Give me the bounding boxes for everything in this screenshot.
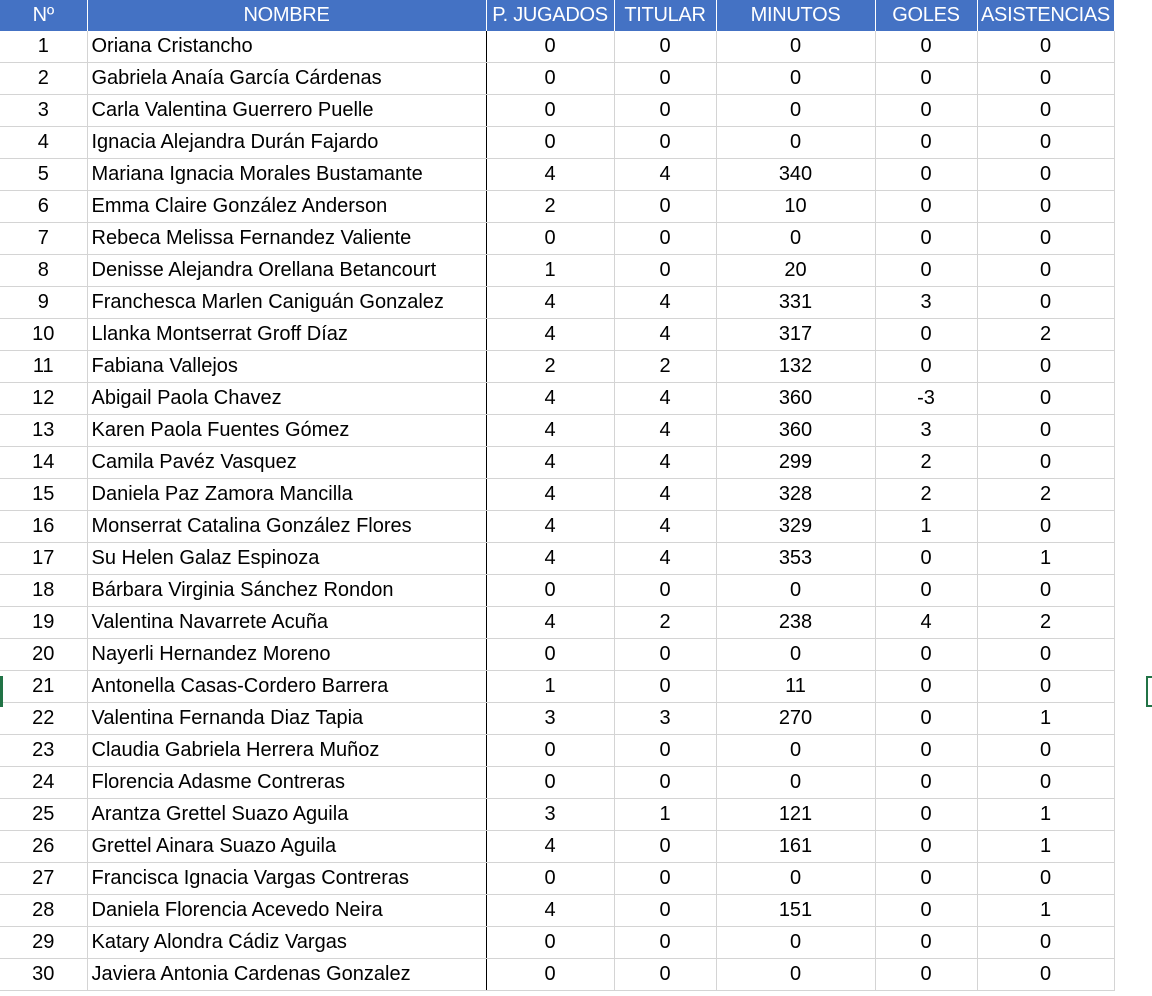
cell-goals[interactable]: 0 <box>875 31 977 63</box>
header-assists[interactable]: ASISTENCIAS <box>977 0 1114 31</box>
table-row <box>0 223 1114 255</box>
cell-goals[interactable]: -3 <box>875 383 977 415</box>
cell-goals[interactable]: 0 <box>875 927 977 959</box>
cell-number[interactable]: 17 <box>0 543 87 575</box>
cell-name[interactable]: Monserrat Catalina González Flores <box>87 511 486 543</box>
cell-number[interactable]: 19 <box>0 607 87 639</box>
cell-number[interactable]: 2 <box>0 63 87 95</box>
table-row <box>0 863 1114 895</box>
cell-minutes[interactable]: 161 <box>716 831 875 863</box>
cell-assists[interactable]: 2 <box>977 479 1114 511</box>
cell-assists[interactable]: 0 <box>977 575 1114 607</box>
cell-starter[interactable]: 4 <box>614 319 716 351</box>
cell-assists[interactable]: 0 <box>977 671 1114 703</box>
cell-starter[interactable]: 0 <box>614 767 716 799</box>
cell-starter[interactable]: 0 <box>614 223 716 255</box>
cell-assists[interactable]: 0 <box>977 863 1114 895</box>
cell-goals[interactable]: 0 <box>875 223 977 255</box>
cell-goals[interactable]: 0 <box>875 639 977 671</box>
cell-name[interactable]: Rebeca Melissa Fernandez Valiente <box>87 223 486 255</box>
cell-name[interactable]: Llanka Montserrat Groff Díaz <box>87 319 486 351</box>
cell-name[interactable]: Francisca Ignacia Vargas Contreras <box>87 863 486 895</box>
cell-number[interactable]: 5 <box>0 159 87 191</box>
cell-name[interactable]: Florencia Adasme Contreras <box>87 767 486 799</box>
cell-minutes[interactable]: 151 <box>716 895 875 927</box>
cell-number[interactable]: 10 <box>0 319 87 351</box>
cell-assists[interactable]: 1 <box>977 543 1114 575</box>
table-row <box>0 31 1114 63</box>
cell-starter[interactable]: 0 <box>614 639 716 671</box>
cell-games-played[interactable]: 1 <box>486 671 614 703</box>
table-row <box>0 511 1114 543</box>
table-row <box>0 735 1114 767</box>
cell-games-played[interactable]: 0 <box>486 959 614 991</box>
header-name[interactable]: NOMBRE <box>87 0 486 31</box>
table-row <box>0 287 1114 319</box>
cell-starter[interactable]: 4 <box>614 479 716 511</box>
cell-number[interactable]: 23 <box>0 735 87 767</box>
cell-minutes[interactable]: 0 <box>716 575 875 607</box>
cell-number[interactable]: 18 <box>0 575 87 607</box>
cell-games-played[interactable]: 4 <box>486 607 614 639</box>
cell-name[interactable]: Camila Pavéz Vasquez <box>87 447 486 479</box>
cell-minutes[interactable]: 340 <box>716 159 875 191</box>
cell-minutes[interactable]: 299 <box>716 447 875 479</box>
cell-games-played[interactable]: 0 <box>486 735 614 767</box>
cell-minutes[interactable]: 0 <box>716 223 875 255</box>
cell-starter[interactable]: 0 <box>614 959 716 991</box>
cell-starter[interactable]: 0 <box>614 127 716 159</box>
cell-goals[interactable]: 3 <box>875 415 977 447</box>
cell-games-played[interactable]: 1 <box>486 255 614 287</box>
cell-games-played[interactable]: 2 <box>486 191 614 223</box>
cell-minutes[interactable]: 0 <box>716 127 875 159</box>
cell-starter[interactable]: 0 <box>614 255 716 287</box>
cell-name[interactable]: Grettel Ainara Suazo Aguila <box>87 831 486 863</box>
cell-name[interactable]: Franchesca Marlen Caniguán Gonzalez <box>87 287 486 319</box>
cell-games-played[interactable]: 4 <box>486 447 614 479</box>
active-cell-indicator <box>0 676 3 707</box>
cell-number[interactable]: 25 <box>0 799 87 831</box>
cell-name[interactable]: Katary Alondra Cádiz Vargas <box>87 927 486 959</box>
cell-name[interactable]: Arantza Grettel Suazo Aguila <box>87 799 486 831</box>
table-row <box>0 575 1114 607</box>
table-row <box>0 479 1114 511</box>
table-row <box>0 351 1114 383</box>
cell-assists[interactable]: 2 <box>977 607 1114 639</box>
cell-goals[interactable]: 2 <box>875 479 977 511</box>
table-row <box>0 191 1114 223</box>
selection-border-edge <box>1146 676 1152 707</box>
cell-minutes[interactable]: 331 <box>716 287 875 319</box>
cell-starter[interactable]: 4 <box>614 383 716 415</box>
table-row <box>0 767 1114 799</box>
cell-number[interactable]: 8 <box>0 255 87 287</box>
cell-minutes[interactable]: 353 <box>716 543 875 575</box>
cell-goals[interactable]: 0 <box>875 831 977 863</box>
cell-starter[interactable]: 2 <box>614 351 716 383</box>
table-row <box>0 447 1114 479</box>
cell-goals[interactable]: 0 <box>875 191 977 223</box>
cell-number[interactable]: 16 <box>0 511 87 543</box>
cell-name[interactable]: Oriana Cristancho <box>87 31 486 63</box>
cell-goals[interactable]: 4 <box>875 607 977 639</box>
table-row <box>0 255 1114 287</box>
table-row <box>0 383 1114 415</box>
cell-games-played[interactable]: 4 <box>486 831 614 863</box>
cell-minutes[interactable]: 238 <box>716 607 875 639</box>
cell-minutes[interactable]: 270 <box>716 703 875 735</box>
cell-goals[interactable]: 0 <box>875 863 977 895</box>
cell-minutes[interactable]: 11 <box>716 671 875 703</box>
cell-assists[interactable]: 0 <box>977 159 1114 191</box>
cell-number[interactable]: 12 <box>0 383 87 415</box>
cell-assists[interactable]: 0 <box>977 351 1114 383</box>
table-row <box>0 543 1114 575</box>
cell-starter[interactable]: 4 <box>614 511 716 543</box>
cell-number[interactable]: 13 <box>0 415 87 447</box>
cell-starter[interactable]: 0 <box>614 575 716 607</box>
table-row <box>0 959 1114 991</box>
cell-number[interactable]: 30 <box>0 959 87 991</box>
table-row <box>0 703 1114 735</box>
cell-assists[interactable]: 0 <box>977 223 1114 255</box>
cell-minutes[interactable]: 0 <box>716 863 875 895</box>
cell-minutes[interactable]: 0 <box>716 959 875 991</box>
header-number[interactable]: Nº <box>0 0 87 31</box>
cell-assists[interactable]: 0 <box>977 639 1114 671</box>
cell-name[interactable]: Claudia Gabriela Herrera Muñoz <box>87 735 486 767</box>
cell-name[interactable]: Bárbara Virginia Sánchez Rondon <box>87 575 486 607</box>
cell-goals[interactable]: 3 <box>875 287 977 319</box>
cell-name[interactable]: Daniela Florencia Acevedo Neira <box>87 895 486 927</box>
cell-minutes[interactable]: 0 <box>716 31 875 63</box>
cell-goals[interactable]: 0 <box>875 127 977 159</box>
cell-starter[interactable]: 1 <box>614 799 716 831</box>
cell-games-played[interactable]: 4 <box>486 415 614 447</box>
cell-goals[interactable]: 0 <box>875 95 977 127</box>
cell-assists[interactable]: 0 <box>977 383 1114 415</box>
cell-games-played[interactable]: 4 <box>486 511 614 543</box>
cell-number[interactable]: 29 <box>0 927 87 959</box>
cell-assists[interactable]: 0 <box>977 255 1114 287</box>
cell-assists[interactable]: 0 <box>977 959 1114 991</box>
cell-number[interactable]: 22 <box>0 703 87 735</box>
cell-games-played[interactable]: 0 <box>486 31 614 63</box>
cell-starter[interactable]: 4 <box>614 543 716 575</box>
cell-starter[interactable]: 2 <box>614 607 716 639</box>
cell-number[interactable]: 3 <box>0 95 87 127</box>
table-row <box>0 639 1114 671</box>
cell-starter[interactable]: 0 <box>614 63 716 95</box>
cell-minutes[interactable]: 0 <box>716 639 875 671</box>
cell-assists[interactable]: 0 <box>977 927 1114 959</box>
cell-name[interactable]: Su Helen Galaz Espinoza <box>87 543 486 575</box>
table-row <box>0 607 1114 639</box>
cell-games-played[interactable]: 0 <box>486 95 614 127</box>
cell-assists[interactable]: 0 <box>977 447 1114 479</box>
cell-number[interactable]: 21 <box>0 671 87 703</box>
cell-starter[interactable]: 4 <box>614 159 716 191</box>
cell-minutes[interactable]: 132 <box>716 351 875 383</box>
cell-goals[interactable]: 0 <box>875 735 977 767</box>
cell-minutes[interactable]: 360 <box>716 415 875 447</box>
cell-name[interactable]: Karen Paola Fuentes Gómez <box>87 415 486 447</box>
header-games-played[interactable]: P. JUGADOS <box>486 0 614 31</box>
table-row <box>0 159 1114 191</box>
cell-games-played[interactable]: 0 <box>486 223 614 255</box>
cell-name[interactable]: Denisse Alejandra Orellana Betancourt <box>87 255 486 287</box>
cell-minutes[interactable]: 0 <box>716 927 875 959</box>
cell-goals[interactable]: 0 <box>875 159 977 191</box>
cell-games-played[interactable]: 4 <box>486 895 614 927</box>
cell-number[interactable]: 15 <box>0 479 87 511</box>
cell-starter[interactable]: 4 <box>614 447 716 479</box>
cell-assists[interactable]: 0 <box>977 191 1114 223</box>
cell-minutes[interactable]: 121 <box>716 799 875 831</box>
cell-number[interactable]: 28 <box>0 895 87 927</box>
cell-assists[interactable]: 0 <box>977 511 1114 543</box>
table-row <box>0 927 1114 959</box>
cell-number[interactable]: 11 <box>0 351 87 383</box>
cell-minutes[interactable]: 0 <box>716 63 875 95</box>
cell-assists[interactable]: 2 <box>977 319 1114 351</box>
cell-assists[interactable]: 1 <box>977 895 1114 927</box>
cell-assists[interactable]: 1 <box>977 703 1114 735</box>
cell-starter[interactable]: 4 <box>614 287 716 319</box>
cell-starter[interactable]: 4 <box>614 415 716 447</box>
cell-starter[interactable]: 3 <box>614 703 716 735</box>
header-goals[interactable]: GOLES <box>875 0 977 31</box>
cell-games-played[interactable]: 4 <box>486 479 614 511</box>
table-row <box>0 831 1114 863</box>
table-row <box>0 127 1114 159</box>
cell-name[interactable]: Valentina Fernanda Diaz Tapia <box>87 703 486 735</box>
cell-goals[interactable]: 0 <box>875 671 977 703</box>
cell-goals[interactable]: 0 <box>875 895 977 927</box>
table-row <box>0 63 1114 95</box>
cell-goals[interactable]: 0 <box>875 959 977 991</box>
table-row <box>0 415 1114 447</box>
cell-number[interactable]: 20 <box>0 639 87 671</box>
cell-games-played[interactable]: 3 <box>486 799 614 831</box>
cell-games-played[interactable]: 3 <box>486 703 614 735</box>
cell-games-played[interactable]: 2 <box>486 351 614 383</box>
cell-minutes[interactable]: 317 <box>716 319 875 351</box>
cell-games-played[interactable]: 0 <box>486 127 614 159</box>
header-minutes[interactable]: MINUTOS <box>716 0 875 31</box>
cell-number[interactable]: 27 <box>0 863 87 895</box>
cell-minutes[interactable]: 20 <box>716 255 875 287</box>
table-row <box>0 319 1114 351</box>
cell-goals[interactable]: 2 <box>875 447 977 479</box>
cell-games-played[interactable]: 4 <box>486 319 614 351</box>
cell-games-played[interactable]: 4 <box>486 543 614 575</box>
cell-number[interactable]: 1 <box>0 31 87 63</box>
cell-goals[interactable]: 0 <box>875 767 977 799</box>
cell-games-played[interactable]: 4 <box>486 159 614 191</box>
table-row <box>0 95 1114 127</box>
cell-name[interactable]: Abigail Paola Chavez <box>87 383 486 415</box>
cell-games-played[interactable]: 0 <box>486 639 614 671</box>
cell-goals[interactable]: 0 <box>875 351 977 383</box>
cell-starter[interactable]: 0 <box>614 831 716 863</box>
cell-starter[interactable]: 0 <box>614 95 716 127</box>
cell-name[interactable]: Carla Valentina Guerrero Puelle <box>87 95 486 127</box>
cell-name[interactable]: Daniela Paz Zamora Mancilla <box>87 479 486 511</box>
cell-number[interactable]: 6 <box>0 191 87 223</box>
table-row <box>0 895 1114 927</box>
cell-goals[interactable]: 1 <box>875 511 977 543</box>
table-row <box>0 799 1114 831</box>
cell-goals[interactable]: 0 <box>875 703 977 735</box>
cell-name[interactable]: Valentina Navarrete Acuña <box>87 607 486 639</box>
cell-goals[interactable]: 0 <box>875 799 977 831</box>
cell-name[interactable]: Gabriela Anaía García Cárdenas <box>87 63 486 95</box>
cell-starter[interactable]: 0 <box>614 735 716 767</box>
cell-name[interactable]: Ignacia Alejandra Durán Fajardo <box>87 127 486 159</box>
cell-games-played[interactable]: 0 <box>486 927 614 959</box>
cell-starter[interactable]: 0 <box>614 895 716 927</box>
header-starter[interactable]: TITULAR <box>614 0 716 31</box>
cell-minutes[interactable]: 329 <box>716 511 875 543</box>
cell-name[interactable]: Fabiana Vallejos <box>87 351 486 383</box>
cell-assists[interactable]: 1 <box>977 799 1114 831</box>
cell-number[interactable]: 9 <box>0 287 87 319</box>
cell-minutes[interactable]: 328 <box>716 479 875 511</box>
cell-name[interactable]: Mariana Ignacia Morales Bustamante <box>87 159 486 191</box>
cell-assists[interactable]: 0 <box>977 127 1114 159</box>
cell-number[interactable]: 14 <box>0 447 87 479</box>
cell-minutes[interactable]: 0 <box>716 95 875 127</box>
cell-assists[interactable]: 0 <box>977 735 1114 767</box>
cell-name[interactable]: Nayerli Hernandez Moreno <box>87 639 486 671</box>
cell-number[interactable]: 7 <box>0 223 87 255</box>
cell-games-played[interactable]: 4 <box>486 383 614 415</box>
cell-starter[interactable]: 0 <box>614 31 716 63</box>
cell-assists[interactable]: 1 <box>977 831 1114 863</box>
cell-name[interactable]: Antonella Casas-Cordero Barrera <box>87 671 486 703</box>
cell-number[interactable]: 26 <box>0 831 87 863</box>
cell-goals[interactable]: 0 <box>875 543 977 575</box>
cell-assists[interactable]: 0 <box>977 31 1114 63</box>
cell-assists[interactable]: 0 <box>977 63 1114 95</box>
cell-starter[interactable]: 0 <box>614 927 716 959</box>
cell-assists[interactable]: 0 <box>977 767 1114 799</box>
cell-assists[interactable]: 0 <box>977 95 1114 127</box>
cell-starter[interactable]: 0 <box>614 191 716 223</box>
cell-goals[interactable]: 0 <box>875 319 977 351</box>
cell-name[interactable]: Javiera Antonia Cardenas Gonzalez <box>87 959 486 991</box>
cell-assists[interactable]: 0 <box>977 287 1114 319</box>
cell-games-played[interactable]: 0 <box>486 575 614 607</box>
cell-number[interactable]: 4 <box>0 127 87 159</box>
cell-games-played[interactable]: 4 <box>486 287 614 319</box>
cell-goals[interactable]: 0 <box>875 575 977 607</box>
cell-starter[interactable]: 0 <box>614 863 716 895</box>
cell-starter[interactable]: 0 <box>614 671 716 703</box>
cell-games-played[interactable]: 0 <box>486 767 614 799</box>
cell-minutes[interactable]: 360 <box>716 383 875 415</box>
cell-goals[interactable]: 0 <box>875 255 977 287</box>
cell-games-played[interactable]: 0 <box>486 63 614 95</box>
cell-minutes[interactable]: 0 <box>716 735 875 767</box>
cell-minutes[interactable]: 10 <box>716 191 875 223</box>
table-row <box>0 671 1114 703</box>
cell-goals[interactable]: 0 <box>875 63 977 95</box>
cell-games-played[interactable]: 0 <box>486 863 614 895</box>
cell-minutes[interactable]: 0 <box>716 767 875 799</box>
cell-number[interactable]: 24 <box>0 767 87 799</box>
cell-name[interactable]: Emma Claire González Anderson <box>87 191 486 223</box>
header-row <box>0 0 1114 31</box>
cell-assists[interactable]: 0 <box>977 415 1114 447</box>
